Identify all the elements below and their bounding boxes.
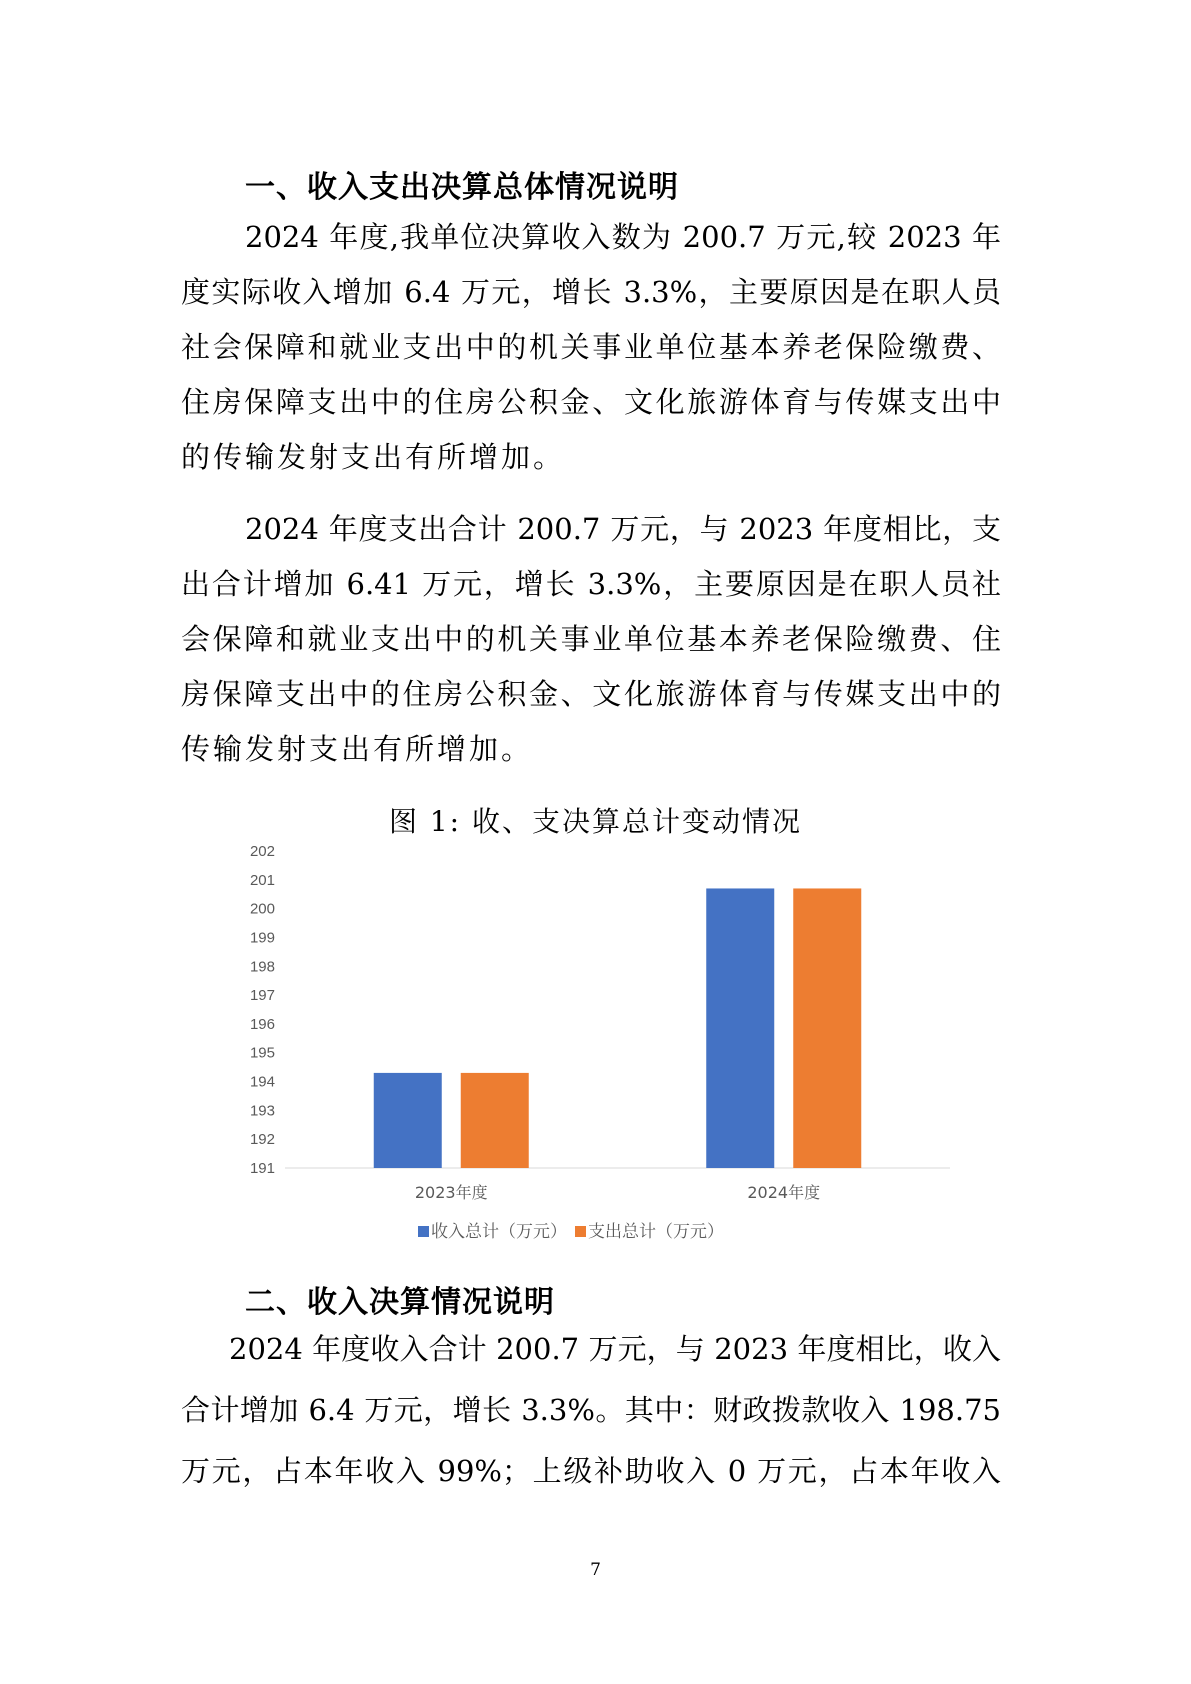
section1-para1-line: 度实际收入增加 6.4 万元，增长 3.3%，主要原因是在职人员 — [181, 275, 1001, 309]
section1-para1-line: 住房保障支出中的住房公积金、文化旅游体育与传媒支出中 — [181, 385, 1001, 419]
y-tick-label: 195 — [249, 1044, 275, 1062]
y-tick-label: 194 — [249, 1073, 275, 1091]
bar — [461, 1073, 529, 1168]
y-tick-label: 191 — [249, 1160, 275, 1177]
y-tick-label: 196 — [249, 1015, 275, 1033]
section1-para1-line: 2024 年度,我单位决算收入数为 200.7 万元,较 2023 年 — [245, 220, 1001, 254]
figure-title: 图 1: 收、支决算总计变动情况 — [388, 805, 803, 838]
y-tick-label: 198 — [249, 958, 275, 976]
y-tick-label: 200 — [249, 900, 275, 918]
bar-chart — [230, 838, 960, 1258]
x-category-label: 2023年度 — [414, 1183, 488, 1202]
section1-para2-line: 房保障支出中的住房公积金、文化旅游体育与传媒支出中的 — [181, 677, 1001, 711]
y-tick-label: 192 — [249, 1131, 275, 1149]
y-tick-label: 193 — [249, 1102, 275, 1120]
bar — [793, 888, 861, 1168]
section1-heading: 一、收入支出决算总体情况说明 — [245, 170, 679, 205]
page-number: 7 — [590, 1560, 601, 1580]
section2-para1-line: 万元，占本年收入 99%；上级补助收入 0 万元，占本年收入 — [181, 1454, 1001, 1488]
section1-para2-line: 传输发射支出有所增加。 — [181, 732, 534, 766]
section1-para1-line: 社会保障和就业支出中的机关事业单位基本养老保险缴费、 — [181, 330, 1001, 364]
bar — [374, 1073, 442, 1168]
section2-para1-line: 2024 年度收入合计 200.7 万元，与 2023 年度相比，收入 — [229, 1332, 1001, 1366]
bar — [706, 888, 774, 1168]
section1-para2-line: 会保障和就业支出中的机关事业单位基本养老保险缴费、住 — [181, 622, 1001, 656]
y-tick-label: 197 — [249, 987, 275, 1005]
legend-swatch — [418, 1226, 429, 1237]
section1-para1-line: 的传输发射支出有所增加。 — [181, 440, 566, 474]
section2-heading: 二、收入决算情况说明 — [245, 1285, 555, 1320]
legend-label: 收入总计（万元） — [431, 1222, 567, 1242]
y-tick-label: 202 — [249, 843, 275, 860]
y-tick-label: 199 — [249, 929, 275, 947]
x-category-label: 2024年度 — [747, 1183, 821, 1202]
section2-para1-line: 合计增加 6.4 万元，增长 3.3%。其中：财政拨款收入 198.75 — [181, 1393, 1001, 1427]
legend-label: 支出总计（万元） — [588, 1222, 724, 1242]
y-tick-label: 201 — [249, 871, 275, 889]
section1-para2-line: 出合计增加 6.41 万元，增长 3.3%，主要原因是在职人员社 — [181, 567, 1001, 601]
section1-para2-line: 2024 年度支出合计 200.7 万元，与 2023 年度相比，支 — [245, 512, 1001, 546]
legend-swatch — [575, 1226, 586, 1237]
